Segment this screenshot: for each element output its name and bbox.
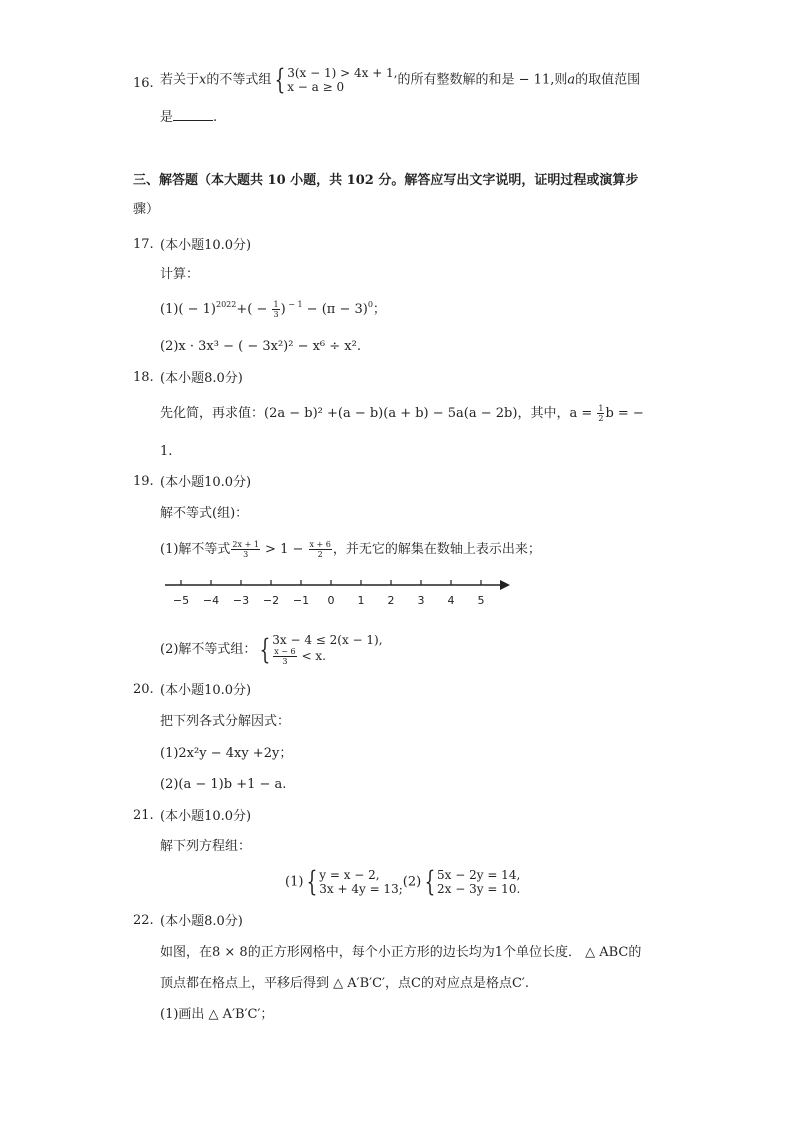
q20-part1: (1)2x²y − 4xy +2y； bbox=[160, 746, 293, 761]
q17-score: (本小题10.0分) bbox=[160, 238, 252, 253]
q22-line1: 如图，在8 × 8的正方形网格中，每个小正方形的边长均为1个单位长度． △ ABC的 bbox=[160, 945, 642, 960]
axis-tick-label: −5 bbox=[172, 594, 190, 607]
q22-line3: (1)画出 △ A′B′C′； bbox=[160, 1007, 274, 1022]
fraction: $\frac{2x + 1}{3}$ bbox=[232, 540, 259, 559]
q20-number: 20. bbox=[133, 682, 154, 697]
number-line bbox=[160, 574, 520, 614]
axis-tick-label: −2 bbox=[262, 594, 280, 607]
brace-icon: { bbox=[274, 63, 286, 96]
q16-system: 3(x − 1) > 4x + 1, x − a ≥ 0 bbox=[287, 66, 398, 94]
q19-intro: 解不等式(组)： bbox=[160, 506, 249, 521]
q16-line1: 若关于x的不等式组 { 3(x − 1) > 4x + 1, x − a ≥ 0 的所有整数解的和是 − 11,则a的取值范围 bbox=[160, 63, 641, 96]
axis-tick-label: 2 bbox=[387, 594, 395, 607]
q21-systems: (1) { y = x − 2, 3x + 4y = 13; (2) { 5x − 2y = 14, 2x − 3y = 10. bbox=[285, 865, 521, 898]
q20-part2: (2)(a − 1)b +1 − a. bbox=[160, 777, 287, 792]
axis-tick-label: 5 bbox=[477, 594, 485, 607]
q19-system: 3x − 4 ≤ 2(x − 1), $\frac{x - 6}{3}$ < x. bbox=[272, 633, 383, 666]
brace-icon: { bbox=[424, 865, 436, 898]
q19-part1: (1)解不等式 $\frac{2x + 1}{3}$ > 1 − $\frac{x + 6}{2}$ ，并无它的解集在数轴上表示出来； bbox=[160, 540, 541, 559]
q17-part2: (2)x · 3x³ − ( − 3x²)² − x⁶ ÷ x². bbox=[160, 339, 361, 354]
q17-part1: $(1)( - 1)^{2022}+$( − $\frac{1}{3}$ ) $^{- 1} - (\pi - 3)^0$； bbox=[160, 300, 386, 319]
fraction: $\frac{x - 6}{3}$ bbox=[274, 647, 296, 666]
axis-ticks bbox=[173, 580, 485, 607]
q20-score: (本小题10.0分) bbox=[160, 683, 252, 698]
q19-part2: (2)解不等式组： { 3x − 4 ≤ 2(x − 1), $\frac{x - 6}{3}$ < x. bbox=[160, 632, 383, 666]
brace-icon: { bbox=[259, 632, 271, 666]
q20-intro: 把下列各式分解因式： bbox=[160, 714, 291, 729]
axis-tick-label: −3 bbox=[232, 594, 250, 607]
q18-score: (本小题8.0分) bbox=[160, 371, 243, 386]
q18-number: 18. bbox=[133, 370, 154, 385]
brace-icon: { bbox=[306, 865, 318, 898]
q21-system1: y = x − 2, 3x + 4y = 13; bbox=[319, 868, 403, 896]
answer-blank[interactable] bbox=[173, 108, 213, 121]
q22-score: (本小题8.0分) bbox=[160, 914, 243, 929]
q17-intro: 计算： bbox=[160, 267, 200, 282]
q22-number: 22. bbox=[133, 913, 154, 928]
section3-heading-cont: 骤） bbox=[133, 202, 160, 217]
q21-intro: 解下列方程组： bbox=[160, 839, 252, 854]
axis-tick-label: −4 bbox=[202, 594, 220, 607]
q21-number: 21. bbox=[133, 808, 154, 823]
q16-number: 16. bbox=[133, 76, 154, 91]
axis-tick-label: 4 bbox=[447, 594, 455, 607]
axis-tick-label: 3 bbox=[417, 594, 425, 607]
fraction: $\frac{1}{3}$ bbox=[273, 300, 279, 319]
fraction: $\frac{x + 6}{2}$ bbox=[309, 540, 331, 559]
fraction: $\frac{1}{2}$ bbox=[598, 404, 604, 423]
q19-number: 19. bbox=[133, 474, 154, 489]
q21-system2: 5x − 2y = 14, 2x − 3y = 10. bbox=[437, 868, 521, 896]
q18-line1: 先化简，再求值：(2a − b)² +(a − b)(a + b) − 5a(a − 2b)，其中，a = $\frac{1}{2}$ b = − bbox=[160, 404, 644, 423]
q16-line2: 是 . bbox=[160, 110, 218, 125]
arrow-icon bbox=[500, 580, 510, 590]
q22-line2: 顶点都在格点上，平移后得到 △ A′B′C′，点C的对应点是格点C′. bbox=[160, 976, 529, 991]
q17-number: 17. bbox=[133, 237, 154, 252]
q21-score: (本小题10.0分) bbox=[160, 809, 252, 824]
axis-tick-label: −1 bbox=[292, 594, 310, 607]
q19-score: (本小题10.0分) bbox=[160, 475, 252, 490]
axis-tick-label: 1 bbox=[357, 594, 365, 607]
axis-tick-label: 0 bbox=[327, 594, 335, 607]
q18-line2: 1. bbox=[160, 444, 173, 459]
section3-heading: 三、解答题（本大题共 10 小题，共 102 分。解答应写出文字说明，证明过程或演算步 bbox=[133, 173, 639, 188]
